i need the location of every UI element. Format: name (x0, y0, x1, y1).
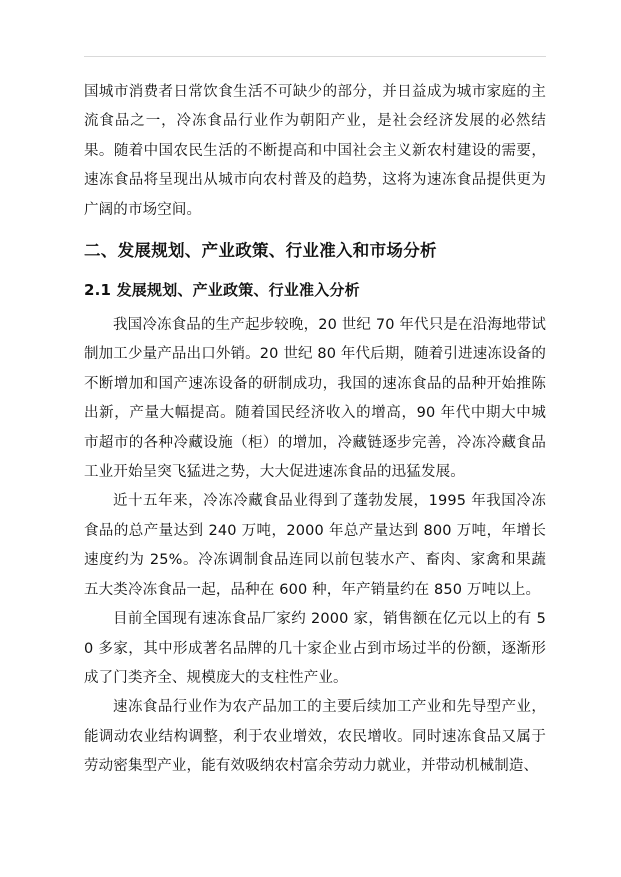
body-paragraph-production: 近十五年来，冷冻冷藏食品业得到了蓬勃发展，1995 年我国冷冻食品的总产量达到 240 万吨，2000 年总产量达到 800 万吨，年增长速度约为 25%。冷冻调制食品连同以前包装水产、畜肉、家禽和果蔬五大类冷冻食品一起，品种在 600 种，年产销量约在 850 万吨以上。 (84, 493, 546, 598)
intro-paragraph: 国城市消费者日常饮食生活不可缺少的部分，并日益成为城市家庭的主流食品之一，冷冻食品行业作为朝阳产业，是社会经济发展的必然结果。随着中国农民生活的不断提高和中国社会主义新农村建设的需要，速冻食品将呈现出从城市向农村普及的趋势，这将为速冻食品提供更为广阔的市场空间。 (84, 84, 546, 218)
body-paragraph-history: 我国冷冻食品的生产起步较晚，20 世纪 70 年代只是在沿海地带试制加工少量产品出口外销。20 世纪 80 年代后期，随着引进速冻设备的不断增加和国产速冻设备的研制成功，我国的速冻食品的品种开始推陈出新，产量大幅提高。随着国民经济收入的增高，90 年代中期大中城市超市的各种冷藏设施（柜）的增加，冷藏链逐步完善，冷冻冷藏食品工业开始呈突飞猛进之势，大大促进速冻食品的迅猛发展。 (84, 317, 546, 481)
body-paragraph-manufacturers: 目前全国现有速冻食品厂家约 2000 家，销售额在亿元以上的有 50 多家，其中形成著名品牌的几十家企业占到市场过半的份额，逐渐形成了门类齐全、规模庞大的支柱性产业。 (84, 611, 546, 686)
document-body (84, 78, 546, 782)
subsection-heading: 2.1 发展规划、产业政策、行业准入分析 (84, 281, 360, 300)
section-heading: 二、发展规划、产业政策、行业准入和市场分析 (84, 241, 437, 261)
body-paragraph-industry-role: 速冻食品行业作为农产品加工的主要后续加工产业和先导型产业，能调动农业结构调整，利于农业增效，农民增收。同时速冻食品又属于劳动密集型产业，能有效吸纳农村富余劳动力就业，并带动机械制造、 (84, 699, 546, 775)
header-divider (84, 56, 546, 57)
